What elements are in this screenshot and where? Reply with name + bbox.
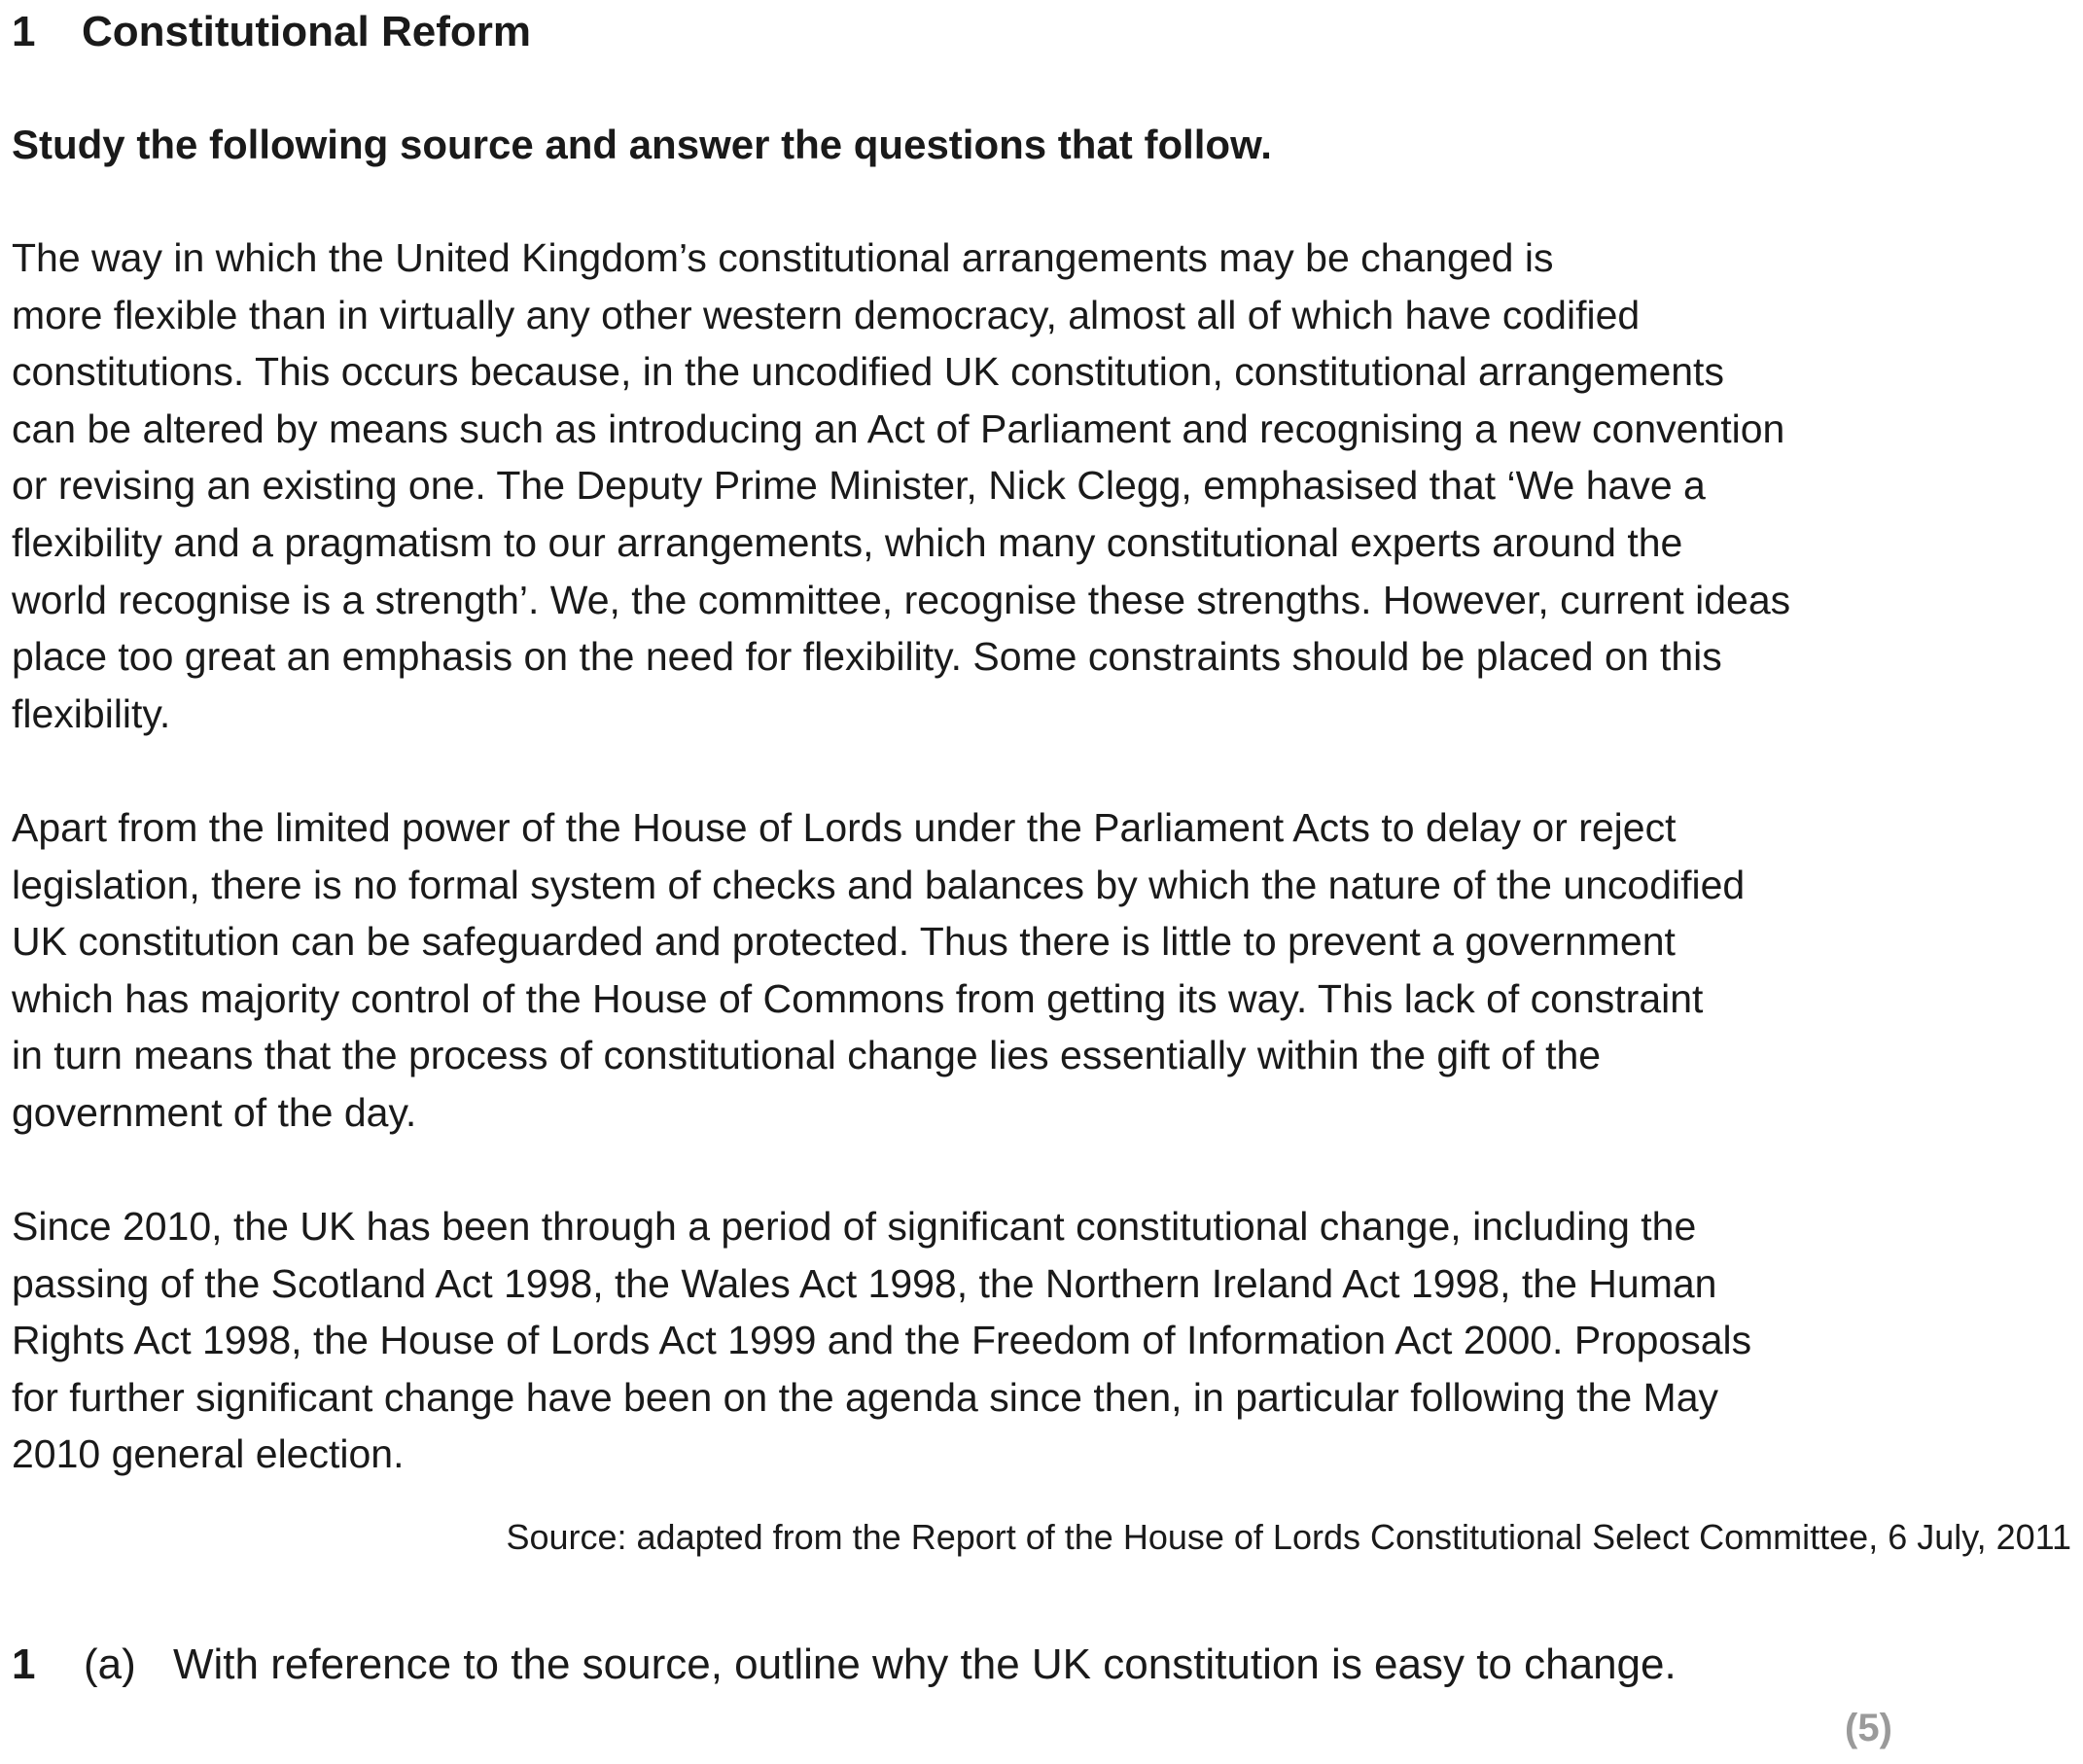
paragraph-line: flexibility and a pragmatism to our arrangements, which many constitutional experts around the	[12, 519, 1683, 565]
paragraph-line: legislation, there is no formal system of checks and balances by which the nature of the uncodified	[12, 862, 1746, 907]
paragraph-line: can be altered by means such as introducing an Act of Parliament and recognising a new convention	[12, 406, 1785, 451]
question-text: With reference to the source, outline why the UK constitution is easy to change.	[173, 1641, 1677, 1688]
paragraph-line: UK constitution can be safeguarded and protected. Thus there is little to prevent a government	[12, 919, 1676, 965]
source-paragraph-3	[12, 1198, 1751, 1483]
marks-label: (5)	[1845, 1707, 1892, 1749]
question-1a	[12, 1637, 1677, 1693]
section-heading	[12, 4, 531, 60]
paragraph-line: government of the day.	[12, 1089, 417, 1135]
paragraph-line: Apart from the limited power of the House of Lords under the Parliament Acts to delay or reject	[12, 805, 1677, 850]
paragraph-line: place too great an emphasis on the need for flexibility. Some constraints should be placed on this	[12, 634, 1722, 680]
question-part: (a)	[84, 1641, 136, 1688]
exam-page	[12, 0, 2071, 1764]
paragraph-line: Since 2010, the UK has been through a period of significant constitutional change, including the	[12, 1204, 1697, 1249]
paragraph-line: in turn means that the process of constitutional change lies essentially within the gift of the	[12, 1033, 1602, 1078]
source-paragraph-2	[12, 799, 1745, 1142]
source-citation: Source: adapted from the Report of the House of Lords Constitutional Select Committee, 6 July, 2011	[506, 1517, 2071, 1557]
paragraph-line: for further significant change have been on the agenda since then, in particular following the May	[12, 1374, 1718, 1420]
section-number: 1	[12, 8, 36, 55]
instruction-text: Study the following source and answer the questions that follow.	[12, 122, 1272, 167]
paragraph-line: world recognise is a strength’. We, the committee, recognise these strengths. However, current ideas	[12, 577, 1791, 622]
question-number: 1	[12, 1641, 36, 1688]
paragraph-line: flexibility.	[12, 690, 171, 736]
paragraph-line: passing of the Scotland Act 1998, the Wales Act 1998, the Northern Ireland Act 1998, the Human	[12, 1260, 1717, 1306]
paragraph-line: more flexible than in virtually any other western democracy, almost all of which have codified	[12, 292, 1641, 337]
paragraph-line: 2010 general election.	[12, 1431, 405, 1477]
paragraph-line: The way in which the United Kingdom’s constitutional arrangements may be changed is	[12, 235, 1554, 280]
paragraph-line: Rights Act 1998, the House of Lords Act 1999 and the Freedom of Information Act 2000. Proposals	[12, 1318, 1752, 1363]
paragraph-line: which has majority control of the House of Commons from getting its way. This lack of constraint	[12, 975, 1704, 1021]
section-title: Constitutional Reform	[82, 8, 531, 55]
paragraph-line: or revising an existing one. The Deputy Prime Minister, Nick Clegg, emphasised that ‘We have a	[12, 463, 1706, 509]
source-paragraph-1	[12, 229, 1790, 742]
paragraph-line: constitutions. This occurs because, in the uncodified UK constitution, constitutional arrangements	[12, 349, 1724, 395]
